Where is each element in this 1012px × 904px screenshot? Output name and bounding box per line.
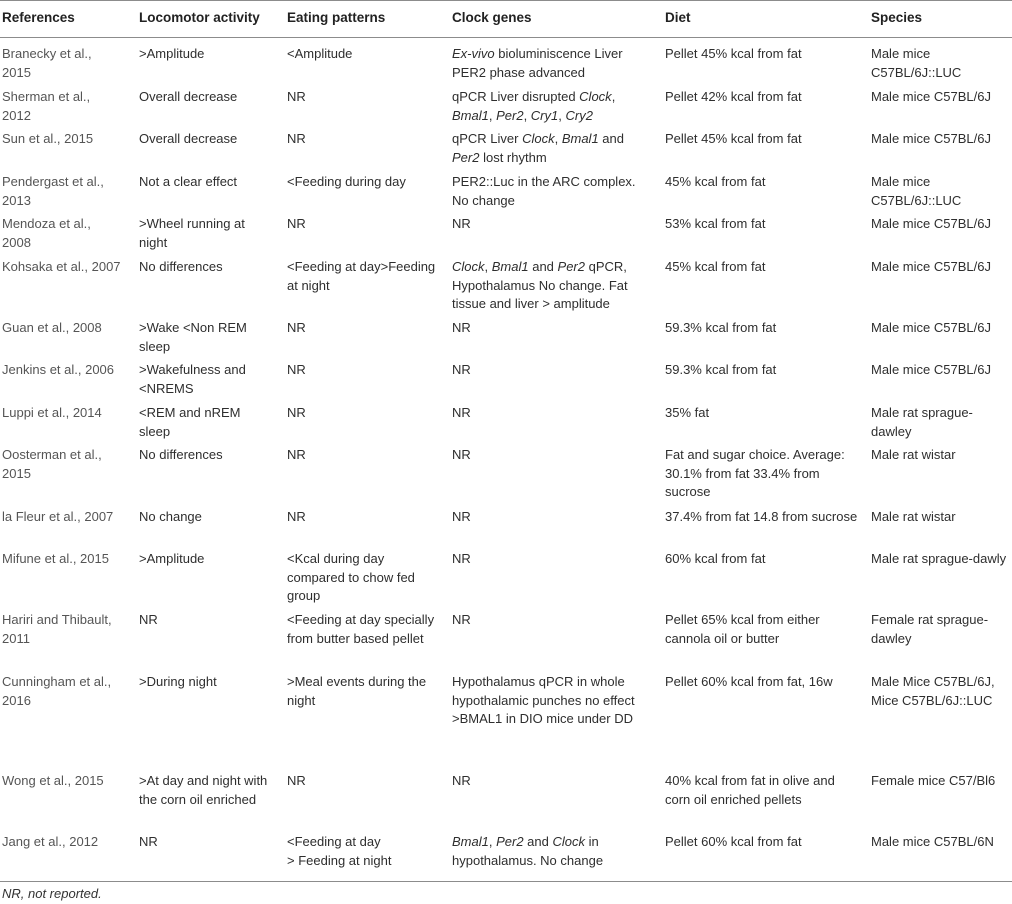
cell-eating: <Feeding at day>Feeding at night: [287, 259, 436, 293]
cell-diet: Pellet 45% kcal from fat: [665, 131, 802, 146]
cell-locomotor: NR: [139, 612, 158, 627]
gene-name: Cry2: [565, 107, 593, 123]
cell-reference: Hariri and Thibault, 2011: [2, 612, 112, 646]
eating-text: > Feeding at night: [287, 852, 392, 868]
cell-diet: Pellet 45% kcal from fat: [665, 46, 802, 61]
cell-locomotor: <REM and nREM sleep: [139, 405, 241, 439]
cell-diet: Fat and sugar choice. Average: 30.1% from fat 33.4% from sucrose: [665, 447, 845, 499]
gene-name: Bmal1: [491, 259, 529, 274]
clock-text: lost rhythm: [479, 149, 547, 165]
table-row: [0, 123, 1012, 166]
cell-locomotor: >Amplitude: [139, 46, 205, 61]
cell-diet: Pellet 60% kcal from fat: [665, 834, 802, 849]
cell-clock-genes: NR: [452, 320, 471, 335]
table-row: [0, 354, 1012, 397]
cell-reference: Mendoza et al., 2008: [2, 216, 91, 250]
clock-text: qPCR, Hypothalamus No change. Fat tissue and liver > amplitude: [452, 259, 628, 311]
cell-locomotor: >Wake <Non REM sleep: [139, 320, 247, 354]
table-row: [0, 604, 1012, 666]
footnote: NR, not reported.: [2, 886, 102, 901]
cell-clock-genes: NR: [452, 509, 471, 524]
cell-species: Male mice C57BL/6J::LUC: [871, 174, 962, 208]
cell-reference: Branecky et al., 2015: [2, 46, 92, 80]
cell-species: Male Mice C57BL/6J, Mice C57BL/6J::LUC: [871, 674, 995, 708]
cell-species: Female rat sprague-dawley: [871, 612, 989, 646]
cell-reference: Jenkins et al., 2006: [2, 362, 115, 377]
clock-text: qPCR Liver disrupted: [452, 89, 580, 104]
cell-locomotor: Not a clear effect: [139, 174, 238, 189]
table-row: [0, 501, 1012, 543]
clock-text: and: [598, 131, 624, 146]
cell-locomotor: Overall decrease: [139, 89, 238, 104]
cell-locomotor: Overall decrease: [139, 131, 238, 146]
cell-eating: NR: [287, 405, 306, 420]
cell-locomotor: No change: [139, 509, 202, 524]
table-row: [0, 397, 1012, 439]
table-row: [0, 666, 1012, 765]
cell-eating: NR: [287, 131, 306, 146]
gene-name: Clock: [552, 834, 585, 849]
cell-clock-genes: [452, 258, 652, 314]
cell-eating: <Feeding at day specially from butter based pellet: [287, 612, 435, 646]
cell-clock-genes: NR: [452, 612, 471, 627]
cell-clock-genes: PER2::Luc in the ARC complex. No change: [452, 174, 636, 208]
clock-text: ,: [558, 107, 566, 123]
cell-clock-genes: NR: [452, 551, 471, 566]
table-row: [0, 765, 1012, 826]
cell-diet: Pellet 60% kcal from fat, 16w: [665, 674, 833, 689]
clock-text: qPCR Liver: [452, 131, 523, 146]
cell-clock-genes: NR: [452, 405, 471, 420]
cell-eating: >Meal events during the night: [287, 674, 427, 708]
cell-eating: <Kcal during day compared to chow fed group: [287, 551, 415, 603]
cell-reference: Jang et al., 2012: [2, 834, 99, 849]
clock-text: ,: [611, 89, 616, 104]
cell-reference: Pendergast et al., 2013: [2, 174, 104, 208]
gene-name: Per2: [452, 149, 480, 165]
cell-clock-genes: [452, 45, 652, 82]
clock-text: ,: [488, 834, 497, 849]
clock-text: >BMAL1 in DIO mice under DD: [452, 711, 633, 726]
cell-species: Male rat wistar: [871, 509, 956, 524]
cell-species: Male mice C57BL/6J: [871, 259, 991, 274]
cell-eating: NR: [287, 362, 306, 377]
eating-text: <Feeding at day: [287, 834, 381, 849]
cell-diet: 59.3% kcal from fat: [665, 362, 777, 377]
clock-text: ,: [488, 107, 497, 123]
cell-reference: la Fleur et al., 2007: [2, 509, 114, 524]
gene-name: Bmal1: [452, 107, 489, 123]
cell-clock-genes: [452, 833, 652, 870]
gene-name: Bmal1: [561, 131, 599, 146]
cell-eating: NR: [287, 773, 306, 788]
gene-name: Cry1: [530, 107, 559, 123]
clock-text: ,: [523, 107, 531, 123]
gene-name: Clock: [579, 89, 612, 104]
table-row: [0, 543, 1012, 604]
clock-text: in hypothalamus. No change: [452, 834, 604, 868]
gene-name: Per2: [496, 834, 524, 849]
cell-locomotor: >During night: [139, 674, 217, 689]
header-locomotor-activity: Locomotor activity: [139, 10, 260, 25]
cell-reference: Cunningham et al., 2016: [2, 674, 112, 708]
cell-eating: NR: [287, 216, 306, 231]
cell-reference: Wong et al., 2015: [2, 773, 104, 788]
cell-clock-genes: [452, 88, 652, 125]
cell-reference: Luppi et al., 2014: [2, 405, 102, 420]
cell-species: Male mice C57BL/6J: [871, 320, 991, 335]
header-eating-patterns: Eating patterns: [287, 10, 386, 25]
gene-name: Per2: [496, 107, 524, 123]
cell-species: Male mice C57BL/6J: [871, 131, 991, 146]
table-row: [0, 166, 1012, 208]
cell-species: Male rat wistar: [871, 447, 956, 462]
cell-reference: Guan et al., 2008: [2, 320, 102, 335]
clock-text: and: [528, 259, 558, 274]
table-bottom-rule: [0, 881, 1012, 882]
clock-text: Hypothalamus qPCR in whole hypothalamic punches no effect: [452, 674, 635, 708]
clock-text: ,: [554, 131, 562, 146]
cell-diet: 35% fat: [665, 405, 710, 420]
header-diet: Diet: [665, 10, 691, 25]
table-header: [0, 0, 1012, 38]
cell-clock-genes: NR: [452, 447, 471, 462]
gene-name: Ex-vivo: [452, 46, 495, 61]
cell-diet: 37.4% from fat 14.8 from sucrose: [665, 509, 858, 524]
cell-reference: Sun et al., 2015: [2, 131, 94, 146]
header-species: Species: [871, 10, 923, 25]
table-row: [0, 81, 1012, 123]
gene-name: Per2: [557, 259, 585, 274]
cell-species: Female mice C57/Bl6: [871, 773, 996, 788]
clock-text: and: [523, 834, 553, 849]
cell-species: Male mice C57BL/6J: [871, 89, 991, 104]
cell-locomotor: No differences: [139, 447, 223, 462]
cell-diet: 45% kcal from fat: [665, 174, 766, 189]
cell-reference: Oosterman et al., 2015: [2, 447, 102, 481]
clock-text: ,: [484, 259, 492, 274]
cell-locomotor: No differences: [139, 259, 223, 274]
cell-diet: 60% kcal from fat: [665, 551, 766, 566]
cell-locomotor: >Wheel running at night: [139, 216, 245, 250]
table-row: [0, 826, 1012, 871]
cell-diet: 53% kcal from fat: [665, 216, 766, 231]
header-clock-genes: Clock genes: [452, 10, 532, 25]
cell-locomotor: NR: [139, 834, 158, 849]
cell-diet: 59.3% kcal from fat: [665, 320, 777, 335]
cell-clock-genes: NR: [452, 216, 471, 231]
clock-text: bioluminiscence Liver PER2 phase advanced: [452, 46, 623, 80]
cell-clock-genes: NR: [452, 362, 471, 377]
cell-species: Male mice C57BL/6J: [871, 362, 991, 377]
cell-diet: 45% kcal from fat: [665, 259, 766, 274]
cell-species: Male rat sprague-dawly: [871, 551, 1007, 566]
cell-locomotor: >At day and night with the corn oil enriched: [139, 773, 268, 807]
cell-eating: NR: [287, 509, 306, 524]
cell-reference: Sherman et al., 2012: [2, 89, 91, 123]
table-row: [0, 312, 1012, 354]
cell-eating: <Feeding during day: [287, 174, 406, 189]
table-row: [0, 439, 1012, 501]
cell-diet: 40% kcal from fat in olive and corn oil enriched pellets: [665, 773, 835, 807]
cell-diet: Pellet 65% kcal from either cannola oil or butter: [665, 612, 820, 646]
cell-eating: NR: [287, 320, 306, 335]
cell-eating: [287, 833, 437, 870]
cell-eating: <Amplitude: [287, 46, 353, 61]
cell-species: Male rat sprague-dawley: [871, 405, 973, 439]
cell-eating: NR: [287, 447, 306, 462]
table-row: [0, 38, 1012, 81]
cell-diet: Pellet 42% kcal from fat: [665, 89, 802, 104]
gene-name: Clock: [452, 259, 485, 274]
table-row: [0, 208, 1012, 251]
cell-clock-genes: [452, 673, 652, 729]
cell-locomotor: >Wakefulness and <NREMS: [139, 362, 246, 396]
cell-species: Male mice C57BL/6J::LUC: [871, 46, 962, 80]
gene-name: Bmal1: [452, 834, 489, 849]
table-row: [0, 251, 1012, 312]
header-references: References: [2, 10, 75, 25]
cell-clock-genes: [452, 130, 652, 167]
cell-reference: Mifune et al., 2015: [2, 551, 109, 566]
cell-clock-genes: NR: [452, 773, 471, 788]
cell-species: Male mice C57BL/6J: [871, 216, 991, 231]
cell-locomotor: >Amplitude: [139, 551, 205, 566]
gene-name: Clock: [522, 131, 555, 146]
cell-species: Male mice C57BL/6N: [871, 834, 994, 849]
cell-eating: NR: [287, 89, 306, 104]
cell-reference: Kohsaka et al., 2007: [2, 259, 121, 274]
